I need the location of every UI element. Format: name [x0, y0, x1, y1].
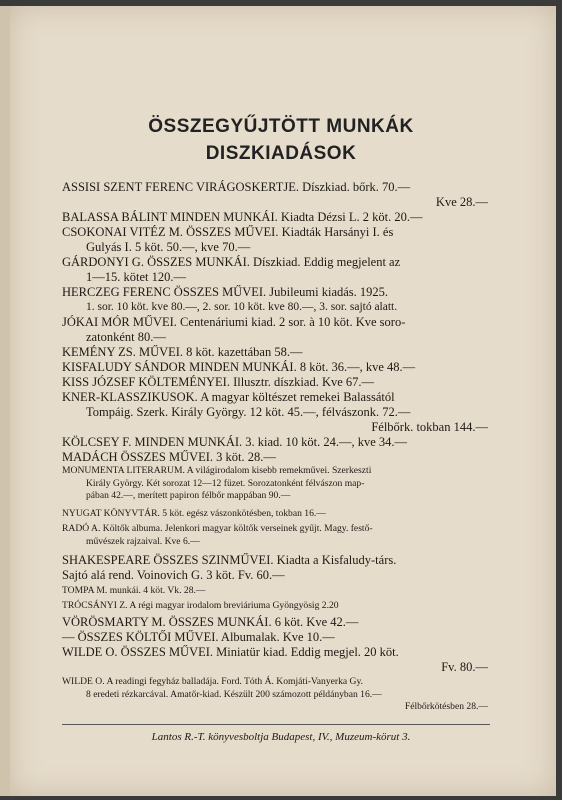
entry-line: KNER-KLASSZIKUSOK. A magyar költészet remekei Balassától [62, 390, 395, 404]
catalog-entry [62, 390, 490, 435]
entry-line: KÖLCSEY F. MINDEN MUNKÁI. 3. kiad. 10 köt. 24.—, kve 34.— [62, 435, 408, 449]
entry-line: WILDE O. A readingi fegyház balladája. Ford. Tóth Á. Komjáti-Vanyerka Gy. [62, 676, 364, 687]
catalog-entry [62, 615, 490, 630]
entry-line: 1—15. kötet 120.— [86, 270, 186, 284]
catalog-entry [62, 523, 490, 548]
entry-line: HERCZEG FERENC ÖSSZES MŰVEI. Jubileumi kiadás. 1925. [62, 285, 389, 299]
catalog-entry [62, 600, 490, 613]
entry-line: 1. sor. 10 köt. kve 80.—, 2. sor. 10 köt. kve 80.—, 3. sor. sajtó alatt. [86, 301, 398, 313]
entry-line: Sajtó alá rend. Voinovich G. 3 köt. Fv. 60.— [62, 568, 285, 582]
catalog-entry [62, 345, 490, 360]
catalog-entry [62, 508, 490, 521]
entry-line: KISS JÓZSEF KÖLTEMÉNYEI. Illusztr. díszkiad. Kve 67.— [62, 375, 375, 389]
catalog-entry [62, 630, 490, 645]
page-subtitle: DISZKIADÁSOK [205, 143, 357, 164]
entry-line: SHAKESPEARE ÖSSZES SZINMŰVEI. Kiadta a Kisfaludy-társ. [62, 553, 397, 567]
catalog-entry [62, 315, 490, 345]
entry-line: Félbőrkötésben 28.— [404, 701, 488, 712]
footer-divider [62, 724, 490, 725]
entry-line: Félbőrk. tokban 144.— [371, 420, 488, 434]
catalog-entry [62, 255, 490, 285]
entry-line: TRÓCSÁNYI Z. A régi magyar irodalom breviáriuma Gyöngyösig 2.20 [62, 600, 339, 611]
page-title: ÖSSZEGYŰJTÖTT MUNKÁK [148, 116, 414, 137]
entry-line: 8 eredeti rézkarcával. Amatőr-kiad. Készült 200 számozott példányban 16.— [86, 688, 382, 700]
entry-line: GÁRDONYI G. ÖSSZES MUNKÁI. Díszkiad. Eddig megjelent az [62, 255, 401, 269]
entry-line: RADÓ A. Költők albuma. Jelenkori magyar költők verseinek gyűjt. Magy. festő- [62, 523, 373, 534]
catalog-entry [62, 375, 490, 390]
entry-line: Gulyás I. 5 köt. 50.—, kve 70.— [86, 240, 251, 254]
entry-line: zatonként 80.— [86, 330, 166, 344]
catalog-entry [62, 645, 490, 675]
catalog-entry [62, 553, 490, 583]
catalog-entry [62, 360, 490, 375]
entry-line: ASSISI SZENT FERENC VIRÁGOSKERTJE. Díszkiad. bőrk. 70.— [62, 180, 411, 194]
entry-line: NYUGAT KÖNYVTÁR. 5 köt. egész vászonkötésben, tokban 16.— [62, 508, 326, 519]
entry-line: MADÁCH ÖSSZES MŰVEI. 3 köt. 28.— [62, 450, 276, 464]
entry-line: pában 42.—, merített papiron félbőr mappában 90.— [86, 490, 291, 501]
entry-line: Fv. 80.— [441, 660, 488, 674]
entry-line: Kve 28.— [435, 195, 488, 209]
catalog-entry [62, 285, 490, 315]
entry-line: művészek rajzaival. Kve 6.— [86, 535, 200, 547]
entry-line: KEMÉNY ZS. MŰVEI. 8 köt. kazettában 58.— [62, 345, 303, 359]
publisher-footer: Lantos R.-T. könyvesboltja Budapest, IV., Muzeum-körut 3. [151, 731, 411, 743]
catalog-entry [62, 180, 490, 210]
entry-line: MONUMENTA LITERARUM. A világirodalom kisebb remekművei. Szerkeszti [62, 465, 372, 476]
entry-line: — ÖSSZES KÖLTŐI MŰVEI. Albumalak. Kve 10.— [62, 630, 335, 644]
entry-line: JÓKAI MÓR MŰVEI. Centenáriumi kiad. 2 sor. à 10 köt. Kve soro- [62, 315, 406, 329]
catalog-entry [62, 210, 490, 225]
entry-line: Tompáig. Szerk. Király György. 12 köt. 45.—, félvászonk. 72.— [86, 405, 411, 419]
entry-line: KISFALUDY SÁNDOR MINDEN MUNKÁI. 8 köt. 36.—, kve 48.— [62, 360, 416, 374]
catalog-entry [62, 676, 490, 714]
catalog-entry [62, 225, 490, 255]
catalog-entry [62, 450, 490, 465]
entry-line: VÖRÖSMARTY M. ÖSSZES MUNKÁI. 6 köt. Kve 42.— [62, 615, 359, 629]
catalog-entry [62, 465, 490, 503]
entry-line: TOMPA M. munkái. 4 köt. Vk. 28.— [62, 585, 206, 596]
catalog-entry [62, 585, 490, 598]
entry-line: BALASSA BÁLINT MINDEN MUNKÁI. Kiadta Dézsi L. 2 köt. 20.— [62, 210, 423, 224]
entry-line: WILDE O. ÖSSZES MŰVEI. Miniatür kiad. Eddig megjel. 20 köt. [62, 645, 399, 659]
catalog-entry [62, 435, 490, 450]
entry-line: CSOKONAI VITÉZ M. ÖSSZES MŰVEI. Kiadták Harsányi I. és [62, 225, 394, 239]
entry-line: Király György. Két sorozat 12—12 füzet. Sorozatonként félvászon map- [86, 477, 365, 489]
